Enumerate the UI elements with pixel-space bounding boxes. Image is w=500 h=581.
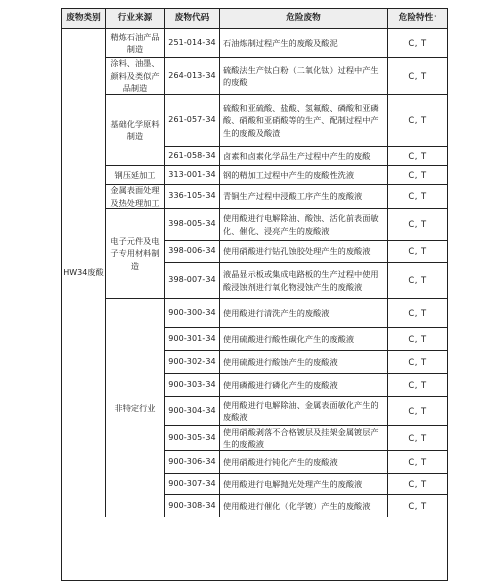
row-code-text: 261-057-34 (168, 115, 216, 125)
row-waste-description (220, 241, 388, 263)
industry-coatings-inks-pigments (106, 58, 165, 95)
row-code-text: 251-014-34 (168, 37, 216, 47)
row-waste-description (220, 147, 388, 166)
row-hazard-text: C, T (408, 37, 427, 48)
row-hazard-text: C, T (408, 333, 427, 344)
row-code (165, 209, 220, 241)
category-code: HW34 (63, 268, 88, 278)
industry-non-specific (106, 299, 165, 517)
header-hazard-text: 危险特性 (398, 13, 434, 24)
header-waste (220, 9, 388, 29)
row-code (165, 263, 220, 299)
row-hazard (388, 95, 447, 147)
row-code (165, 95, 220, 147)
row-hazard-text: C, T (408, 500, 427, 511)
row-waste-description-text: 使用酸进行电解除油、金属表面敏化产生的废酸液 (223, 399, 379, 422)
header-category (62, 9, 106, 29)
header-category-text: 废物类别 (66, 13, 101, 24)
row-hazard-text: C, T (408, 405, 427, 416)
row-hazard-text: C, T (408, 70, 427, 81)
row-waste-description (220, 58, 388, 95)
row-code (165, 451, 220, 474)
row-code-text: 900-303-34 (168, 379, 216, 389)
row-hazard (388, 474, 447, 495)
row-waste-description (220, 185, 388, 209)
row-code (165, 495, 220, 517)
row-code (165, 426, 220, 451)
row-waste-description-text: 使用酸进行清洗产生的废酸液 (223, 307, 330, 318)
row-hazard-text: C, T (408, 246, 427, 257)
header-industry (106, 9, 165, 29)
industry-basic-chemicals (106, 95, 165, 166)
industry-steel-rolling-text: 钢压延加工 (114, 169, 156, 180)
row-hazard (388, 166, 447, 185)
hazardous-waste-table (61, 8, 448, 581)
row-waste-description (220, 495, 388, 517)
row-hazard (388, 351, 447, 374)
row-hazard (388, 241, 447, 263)
industry-metal-surface-treatment-text: 金属表面处理及热处理加工 (110, 185, 160, 208)
row-hazard (388, 299, 447, 328)
row-waste-description (220, 166, 388, 185)
row-hazard (388, 374, 447, 397)
row-waste-description-text: 使用硝酸进行钻孔蚀胶处理产生的废酸液 (223, 246, 371, 257)
row-hazard (388, 426, 447, 451)
row-code-text: 900-300-34 (168, 307, 216, 317)
category-name: 废酸 (87, 267, 104, 278)
row-hazard (388, 185, 447, 209)
row-hazard-text: C, T (408, 275, 427, 286)
row-waste-description-text: 使用硫酸进行酸蚀产生的废酸液 (223, 356, 338, 367)
industry-non-specific-text: 非特定行业 (114, 402, 156, 413)
row-hazard (388, 58, 447, 95)
row-waste-description (220, 451, 388, 474)
row-hazard-text: C, T (408, 456, 427, 467)
row-waste-description (220, 263, 388, 299)
row-waste-description (220, 474, 388, 495)
row-code-text: 900-305-34 (168, 432, 216, 442)
row-hazard-text: C, T (408, 169, 427, 180)
row-waste-description (220, 426, 388, 451)
row-code (165, 241, 220, 263)
row-code (165, 474, 220, 495)
row-hazard-text: C, T (408, 115, 427, 126)
row-hazard-text: C, T (408, 478, 427, 489)
industry-petroleum-refining-text: 精炼石油产品制造 (110, 31, 160, 54)
row-code-text: 900-306-34 (168, 456, 216, 466)
industry-electronic-components-text: 电子元件及电子专用材料制造 (110, 235, 160, 271)
row-code-text: 398-006-34 (168, 246, 216, 256)
row-hazard-text: C, T (408, 432, 427, 443)
row-waste-description-text: 钢的精加工过程中产生的废酸性洗液 (223, 169, 355, 180)
industry-coatings-inks-pigments-text: 涂料、油墨、颜料及类似产品制造 (110, 58, 160, 94)
row-hazard (388, 29, 447, 58)
row-waste-description (220, 397, 388, 426)
row-code-text: 900-302-34 (168, 356, 216, 366)
row-waste-description (220, 95, 388, 147)
row-waste-description (220, 29, 388, 58)
row-waste-description (220, 328, 388, 351)
header-industry-text: 行业来源 (117, 13, 153, 24)
row-waste-description (220, 374, 388, 397)
row-hazard-text: C, T (408, 219, 427, 230)
row-code-text: 900-307-34 (168, 478, 216, 488)
row-waste-description-text: 硫酸和亚硫酸、盐酸、氢氟酸、磷酸和亚磷酸、硝酸和亚硝酸等的生产、配制过程中产生的废酸及酸渣 (223, 102, 379, 138)
header-code (165, 9, 220, 29)
row-code (165, 29, 220, 58)
row-hazard (388, 263, 447, 299)
row-hazard (388, 209, 447, 241)
row-code-text: 336-105-34 (168, 191, 216, 201)
row-waste-description-text: 使用硝酸剥落不合格镀层及挂架金属镀层产生的废酸液 (223, 426, 379, 449)
row-hazard-text: C, T (408, 191, 427, 202)
category-label (63, 266, 104, 280)
header-code-text: 废物代码 (174, 13, 210, 24)
row-code (165, 397, 220, 426)
row-code (165, 58, 220, 95)
row-code (165, 351, 220, 374)
row-waste-description-text: 使用硫酸进行酸性碳化产生的废酸液 (223, 333, 355, 344)
row-waste-description (220, 209, 388, 241)
industry-steel-rolling (106, 166, 165, 185)
row-code (165, 166, 220, 185)
row-waste-description-text: 石油炼制过程产生的废酸及酸泥 (223, 37, 338, 48)
industry-metal-surface-treatment (106, 185, 165, 209)
header-hazard (388, 9, 447, 29)
industry-basic-chemicals-text: 基础化学原料制造 (110, 118, 160, 141)
row-hazard (388, 495, 447, 517)
row-code (165, 328, 220, 351)
row-hazard (388, 147, 447, 166)
row-waste-description-text: 使用酸进行电解除油、酸蚀、活化前表面敏化、催化、浸亮产生的废酸液 (223, 213, 379, 236)
hazard-footnote-mark: ¹ (434, 15, 437, 22)
row-hazard (388, 451, 447, 474)
row-hazard-text: C, T (408, 150, 427, 161)
row-code-text: 398-005-34 (168, 219, 216, 229)
row-waste-description-text: 青铜生产过程中浸酸工序产生的废酸液 (223, 191, 363, 202)
row-code-text: 900-301-34 (168, 333, 216, 343)
industry-electronic-components (106, 209, 165, 299)
row-code (165, 185, 220, 209)
row-hazard-text: C, T (408, 307, 427, 318)
row-waste-description-text: 硫酸法生产钛白粉（二氧化钛）过程中产生的废酸 (223, 64, 379, 87)
row-waste-description-text: 卤素和卤素化学品生产过程中产生的废酸 (223, 150, 371, 161)
row-code (165, 147, 220, 166)
industry-petroleum-refining (106, 29, 165, 58)
row-code-text: 264-013-34 (168, 70, 216, 80)
row-hazard-text: C, T (408, 356, 427, 367)
row-waste-description-text: 使用磷酸进行磷化产生的废酸液 (223, 379, 338, 390)
row-waste-description (220, 299, 388, 328)
row-hazard (388, 397, 447, 426)
row-code (165, 374, 220, 397)
row-code-text: 398-007-34 (168, 275, 216, 285)
category-cell (62, 29, 106, 517)
header-waste-text: 危险废物 (286, 13, 321, 24)
row-code (165, 299, 220, 328)
row-waste-description-text: 使用酸进行电解抛光处理产生的废酸液 (223, 478, 363, 489)
row-hazard-text: C, T (408, 379, 427, 390)
row-waste-description-text: 使用硝酸进行钝化产生的废酸液 (223, 456, 338, 467)
row-waste-description-text: 使用酸进行催化（化学镀）产生的废酸液 (223, 500, 371, 511)
row-code-text: 900-304-34 (168, 405, 216, 415)
row-code-text: 900-308-34 (168, 500, 216, 510)
row-code-text: 313-001-34 (168, 169, 216, 179)
row-waste-description-text: 液晶显示板或集成电路板的生产过程中使用酸浸蚀剂进行氧化物浸蚀产生的废酸液 (223, 269, 379, 292)
row-hazard (388, 328, 447, 351)
row-waste-description (220, 351, 388, 374)
row-code-text: 261-058-34 (168, 150, 216, 160)
